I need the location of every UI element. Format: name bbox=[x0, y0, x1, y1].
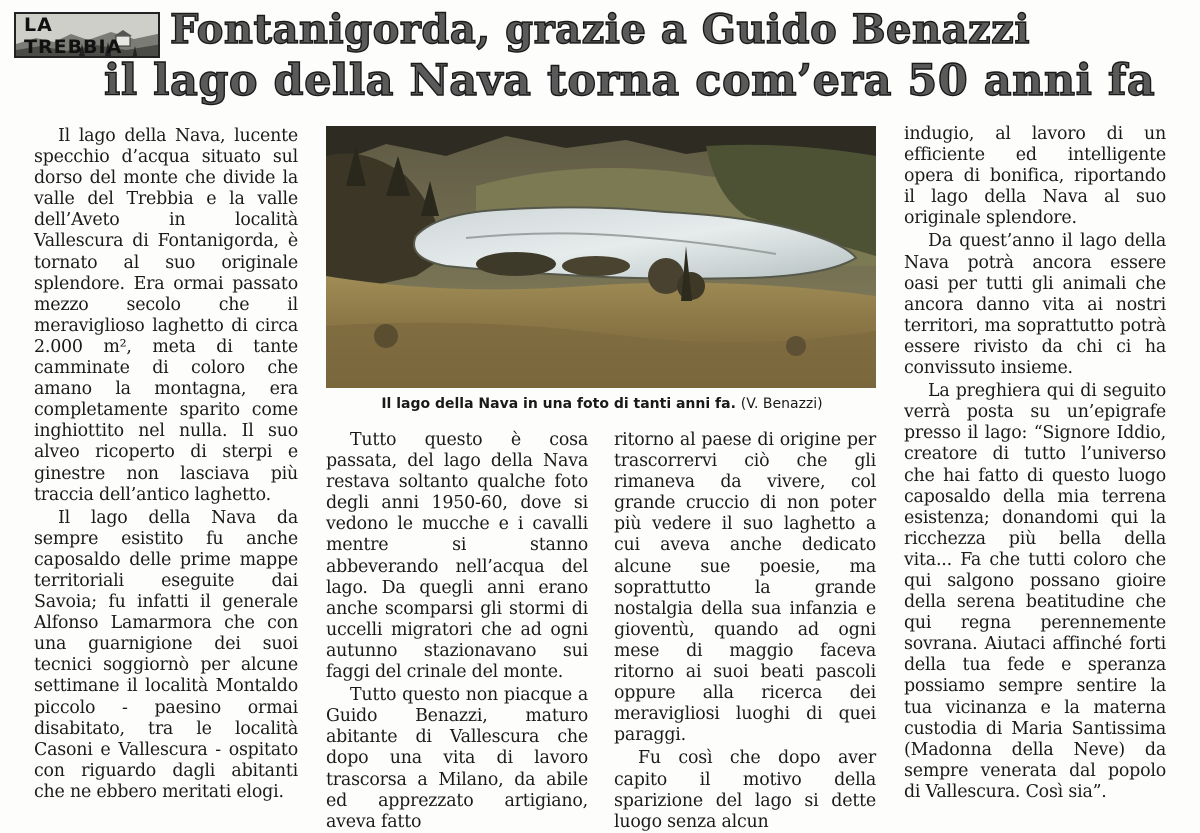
article-column-2 bbox=[326, 430, 588, 833]
article-paragraph: indugio, al lavoro di un efficiente ed intelligente opera di bonifica, riportando il lago della Nava al suo originale splendore. bbox=[904, 124, 1166, 229]
lake-landscape-image bbox=[326, 126, 876, 388]
photo-caption bbox=[318, 396, 886, 412]
article-paragraph: Tutto questo è cosa passata, del lago della Nava restava soltanto qualche foto degli anni 1950-60, dove si vedono le mucche e i cavalli mentre si stanno abbeverando nell’acqua del lago. Da quegli anni erano anche scomparsi gli stormi di uccelli migratori che ad ogni autunno stazionavano sui faggi del crinale del monte. bbox=[326, 430, 588, 683]
headline-line-1: Fontanigorda, grazie a Guido Benazzi bbox=[170, 6, 1031, 53]
article-paragraph: Fu così che dopo aver capito il motivo della sparizione del lago si dette luogo senza alcun bbox=[614, 748, 876, 832]
article-paragraph: Il lago della Nava da sempre esistito fu anche caposaldo delle prime mappe territoriali eseguite dai Savoia; fu infatti il generale Alfonso Lamarmora che con una guarnigione dei suoi tecnici soggiornò per alcune settimane il località Montaldo piccolo - paesino ormai disabitato, tra le località Casoni e Vallescura - ospitato con riguardo dagli abitanti che ne ebbero meritati elogi. bbox=[34, 507, 298, 802]
article-column-1 bbox=[34, 126, 298, 803]
headline-line-2: il lago della Nava torna com’era 50 anni fa bbox=[104, 56, 1156, 106]
article-column-3 bbox=[614, 430, 876, 833]
article-paragraph: ritorno al paese di origine per trascorrervi ciò che gli rimaneva da vivere, col grande cruccio di non poter più vedere il suo laghetto a cui aveva anche dedicato alcune sue poesie, ma soprattutto la grande nostalgia della sua infanzia e gioventù, quando ad ogni mese di maggio faceva ritorno ai suoi beati pascoli oppure alla ricerca dei meravigliosi luoghi di quei paraggi. bbox=[614, 430, 876, 746]
lake-photo bbox=[326, 126, 876, 388]
article-paragraph: Tutto questo non piacque a Guido Benazzi, maturo abitante di Vallescura che dopo una vita di lavoro trascorsa a Milano, da abile ed apprezzato artigiano, aveva fatto bbox=[326, 685, 588, 832]
article-paragraph: La preghiera qui di seguito verrà posta su un’epigrafe presso il lago: “Signore Iddio, creatore di tutto l’universo che hai fatto di questo luogo caposaldo della mia terrena esistenza; donandomi qui la ricchezza più bella della vita... Fa che tutti coloro che qui salgono possano gioire della serena beatitudine che qui regna perennemente sovrana. Aiutaci affinché forti della tua fede e speranza possiamo sempre sentire la tua vicinanza e la materna custodia di Maria Santissima (Madonna della Neve) da sempre venerata dal popolo di Vallescura. Così sia”. bbox=[904, 381, 1166, 802]
masthead-logo-text: LA TREBBIA bbox=[24, 14, 123, 58]
photo-credit: (V. Benazzi) bbox=[740, 396, 823, 412]
masthead-logo bbox=[14, 12, 160, 58]
article-paragraph: Da quest’anno il lago della Nava potrà ancora essere oasi per tutti gli animali che ancora danno vita ai nostri territori, ma soprattutto potrà essere rivisto da chi ci ha convissuto insieme. bbox=[904, 231, 1166, 379]
photo-caption-text: Il lago della Nava in una foto di tanti anni fa. bbox=[381, 396, 736, 412]
article-column-4 bbox=[904, 124, 1166, 803]
article-paragraph: Il lago della Nava, lucente specchio d’acqua situato sul dorso del monte che divide la valle del Trebbia e la valle dell’Aveto in località Vallescura di Fontanigorda, è tornato al suo originale splendore. Era ormai passato mezzo secolo che il meraviglioso laghetto di circa 2.000 m², meta di tante camminate di coloro che amano la montagna, era completamente sparito come inghiottito nel nulla. Il suo alveo ricoperto di sterpi e ginestre non lasciava più traccia dell’antico laghetto. bbox=[34, 126, 298, 505]
